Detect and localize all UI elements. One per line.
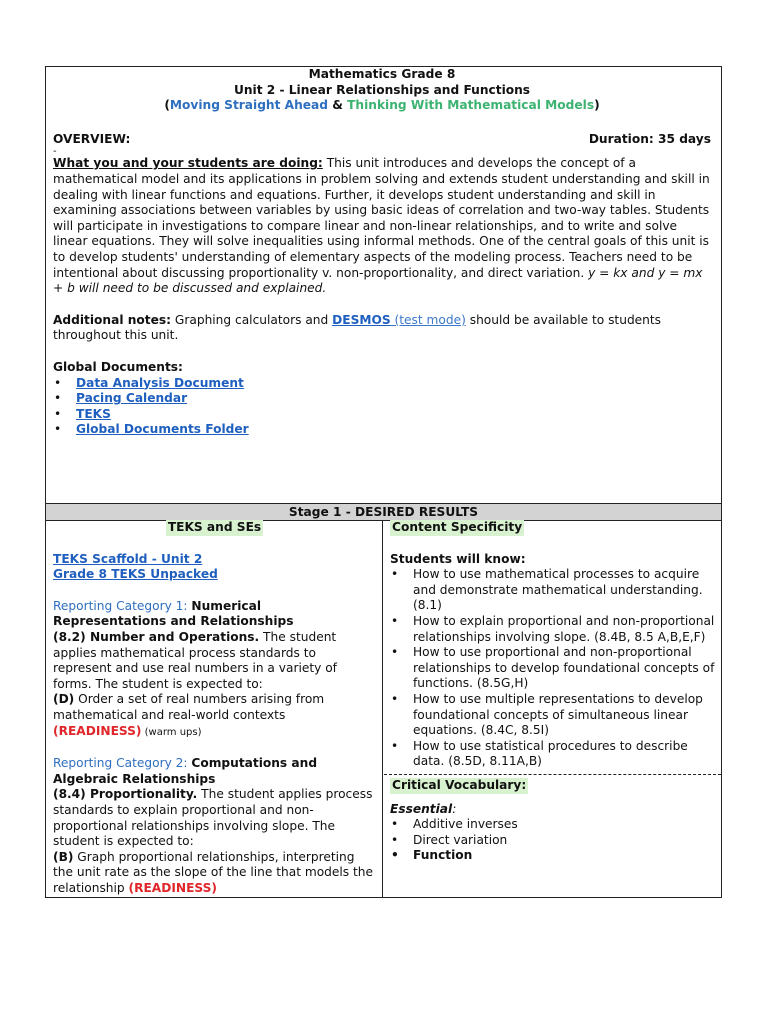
list-item: • How to use mathematical processes to acquire and demonstrate mathematical understanding. (8.1) xyxy=(390,567,715,614)
vocab-list xyxy=(390,817,715,864)
doing-text: This unit introduces and develops the concept of a mathematical model and its applications in problem solving and extends student understanding and skill in dealing with linear functions and equations. Further, it develops student understanding and skill in examining associations between variables by using basic ideas of correlation and two-way tables. Students will participate in investigations to compare linear and non-linear relationships, and to write and solve linear equations. They will solve inequalities using informal methods. One of the central goals of this unit is to develop students' understanding of elementary aspects of the modeling process. Teachers need to be intentional about discussing proportionality v. non-proportionality, and direct variation. xyxy=(53,156,710,280)
content-specificity-heading: Content Specificity xyxy=(392,520,523,534)
readiness-row-1 xyxy=(53,724,376,741)
rc2-title: Computations and Algebraic Relationships xyxy=(53,756,318,786)
book-titles xyxy=(53,98,711,114)
data-analysis-link[interactable]: Data Analysis Document xyxy=(76,375,244,390)
se-b xyxy=(53,850,376,897)
list-item xyxy=(53,391,711,407)
test-mode-link[interactable]: (test mode) xyxy=(390,312,466,327)
list-item: • How to use statistical procedures to describe data. (8.5D, 8.11A,B) xyxy=(390,739,715,770)
list-item: • How to use proportional and non-proportional relationships to develop foundational concepts of functions. (8.5G,H) xyxy=(390,645,715,692)
standard-8-2 xyxy=(53,630,376,692)
list-item: • How to use multiple representations to develop foundational concepts of simultaneous linear equations. (8.4C, 8.5I) xyxy=(390,692,715,739)
list-item: • Function xyxy=(390,848,715,864)
rc2-label: Reporting Category 2: xyxy=(53,756,192,771)
rc1-title: Numerical Representations and Relationships xyxy=(53,598,294,629)
essential-word: Essential xyxy=(390,801,453,816)
students-will-know-label: Students will know: xyxy=(390,551,526,566)
content-specificity-column xyxy=(384,520,721,897)
global-documents-label: Global Documents: xyxy=(53,359,183,374)
b-text: Graph proportional relationships, interpreting the unit rate as the slope of the line that models the relationship xyxy=(53,849,374,895)
know-list xyxy=(390,567,715,770)
notes-label: Additional notes: xyxy=(53,312,172,327)
s84-label: (8.4) Proportionality. xyxy=(53,787,198,802)
b-label: (B) xyxy=(53,849,74,864)
overview-paragraph xyxy=(53,156,711,296)
unit-plan-table xyxy=(45,66,722,898)
list-item: • Additive inverses xyxy=(390,817,715,833)
teks-column xyxy=(46,520,383,897)
list-item xyxy=(53,376,711,392)
pacing-calendar-link[interactable]: Pacing Calendar xyxy=(76,391,188,406)
reporting-category-2 xyxy=(53,756,376,787)
stage-header: Stage 1 - DESIRED RESULTS xyxy=(46,503,721,521)
essential-colon: : xyxy=(452,801,457,816)
book-moving-straight-ahead: Moving Straight Ahead xyxy=(169,98,328,113)
rc1-label: Reporting Category 1: xyxy=(53,598,192,613)
list-item xyxy=(53,422,711,438)
d-text: Order a set of real numbers arising from mathematical and real-world contexts xyxy=(53,692,325,722)
s82-text: The student applies mathematical process standards to represent and use real numbers in a variety of forms. The student is expected to: xyxy=(53,629,337,691)
notes-text-2: should be available to students throughout this unit. xyxy=(53,312,662,343)
global-documents-list xyxy=(53,376,711,438)
teks-unpacked-link[interactable]: Grade 8 TEKS Unpacked xyxy=(53,567,218,582)
d-label: (D) xyxy=(53,692,75,707)
teks-scaffold-link[interactable]: TEKS Scaffold - Unit 2 xyxy=(53,551,203,566)
desmos-link[interactable]: DESMOS xyxy=(332,312,391,327)
s84-text: The student applies process standards to explain proportional and non-proportional relationships involving slope. The student is expected to: xyxy=(53,787,373,849)
readiness-badge: (READINESS) xyxy=(53,723,142,738)
reporting-category-1 xyxy=(53,599,376,630)
paren-open: ( xyxy=(164,98,170,113)
notes-text-1: Graphing calculators and xyxy=(171,312,333,327)
overview-label: OVERVIEW: xyxy=(53,131,131,146)
paren-close: ) xyxy=(594,98,600,113)
ampersand: & xyxy=(327,98,348,113)
critical-vocabulary-heading: Critical Vocabulary: xyxy=(392,777,527,792)
list-item: • Direct variation xyxy=(390,833,715,849)
unit-title: Unit 2 - Linear Relationships and Functions xyxy=(233,82,531,97)
duration-label: Duration: 35 days xyxy=(588,131,711,146)
subject-title: Mathematics Grade 8 xyxy=(308,67,456,81)
essential-label xyxy=(390,802,715,818)
additional-notes xyxy=(53,313,711,344)
readiness-badge: (READINESS) xyxy=(128,880,217,895)
dashed-divider xyxy=(384,774,721,775)
warmups-note: (warm ups) xyxy=(141,726,202,738)
overview-row xyxy=(53,132,711,148)
list-item xyxy=(53,407,711,423)
variation-text: y = kx and y = mx + b will need to be discussed and explained. xyxy=(53,265,703,296)
teks-link[interactable]: TEKS xyxy=(76,406,111,421)
global-folder-link[interactable]: Global Documents Folder xyxy=(76,422,249,437)
book-thinking-with-models: Thinking With Mathematical Models xyxy=(347,98,595,113)
doing-label: What you and your students are doing: xyxy=(53,156,323,171)
standard-8-4 xyxy=(53,787,376,849)
se-d xyxy=(53,692,376,723)
list-item: • How to explain proportional and non-proportional relationships involving slope. (8.4B, 8.5 A,B,E,F) xyxy=(390,614,715,645)
s82-label: (8.2) Number and Operations. xyxy=(53,629,260,644)
teks-heading: TEKS and SEs xyxy=(167,520,262,534)
overview-cell xyxy=(46,67,721,503)
overview-dash: - xyxy=(53,146,57,158)
